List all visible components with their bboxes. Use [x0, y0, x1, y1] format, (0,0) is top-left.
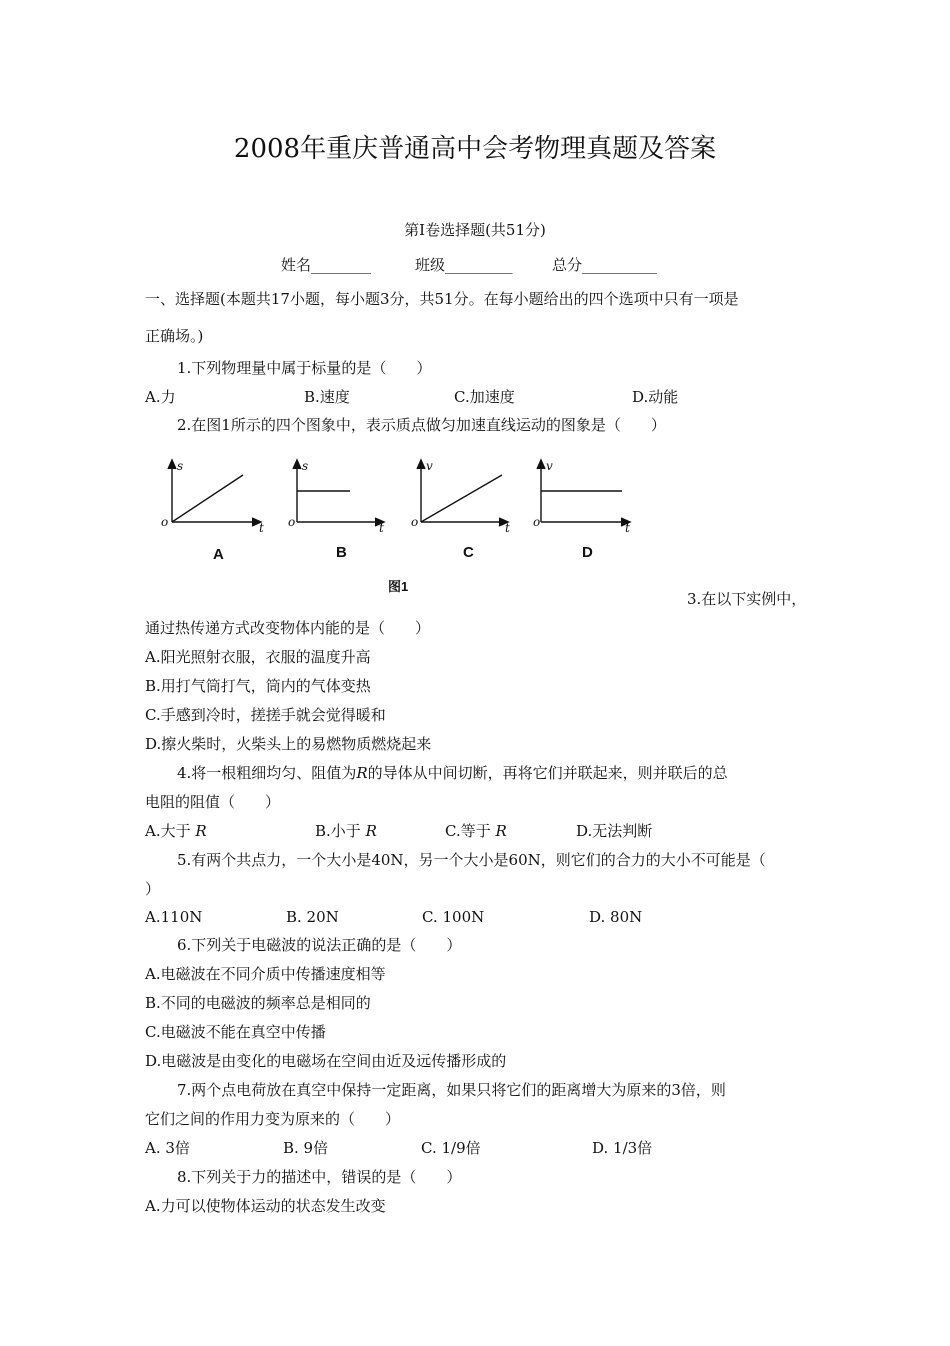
q5-stem: 5.有两个共点力，一个大小是40N，另一个大小是60N，则它们的合力的大小不可能是（	[177, 851, 766, 869]
graph-c-y-label: v	[426, 459, 433, 473]
q5-option-c: C. 100N	[422, 908, 485, 926]
graph-b-y-label: s	[302, 459, 309, 473]
q7-stem-line-2: 它们之间的作用力变为原来的（ ）	[145, 1110, 401, 1128]
q1-option-c: C.加速度	[454, 388, 515, 406]
graph-b-origin: o	[288, 515, 296, 529]
q8-stem: 8.下列关于力的描述中，错误的是（ ）	[177, 1168, 462, 1186]
graph-c-origin: o	[411, 515, 419, 529]
figure-1	[155, 452, 645, 597]
graph-c-x-label: t	[505, 521, 510, 535]
document-title: 2008年重庆普通高中会考物理真题及答案	[233, 134, 717, 164]
q4-option-d: D.无法判断	[576, 822, 653, 840]
graph-b-x-label: t	[379, 521, 384, 535]
name-field: 姓名________	[281, 256, 372, 274]
q5-option-a: A.110N	[145, 908, 203, 926]
section-title: 第Ⅰ卷选择题(共51分)	[404, 221, 546, 239]
q5-stem-line-2: ）	[145, 880, 161, 898]
graph-c-label: C	[463, 544, 474, 561]
q4-stem-r: R	[356, 764, 368, 782]
q3-stem-part-2: 通过热传递方式改变物体内能的是（ ）	[145, 619, 431, 637]
q4-stem-line-2: 电阻的阻值（ ）	[145, 793, 281, 811]
q3-option-d: D.擦火柴时，火柴头上的易燃物质燃烧起来	[145, 735, 432, 753]
q4-option-a: A.大于 R	[145, 822, 207, 840]
instructions-line-2: 正确场。)	[145, 327, 204, 345]
q6-stem: 6.下列关于电磁波的说法正确的是（ ）	[177, 936, 462, 954]
q3-stem-part-1: 3.在以下实例中，	[687, 590, 807, 608]
q3-option-a: A.阳光照射衣服，衣服的温度升高	[145, 648, 371, 666]
q4-option-c: C.等于 R	[445, 822, 507, 840]
q7-option-b: B. 9倍	[283, 1139, 329, 1157]
q6-option-b: B.不同的电磁波的频率总是相同的	[145, 994, 371, 1012]
q7-option-d: D. 1/3倍	[592, 1139, 653, 1157]
graph-d-y-label: v	[546, 459, 553, 473]
q3-option-b: B.用打气筒打气，筒内的气体变热	[145, 677, 371, 695]
class-field: 班级_________	[415, 256, 513, 274]
graph-b-label: B	[336, 544, 347, 561]
q1-option-b: B.速度	[304, 388, 350, 406]
graph-a-line	[172, 475, 243, 522]
figure-caption: 图1	[388, 579, 409, 594]
q6-option-c: C.电磁波不能在真空中传播	[145, 1023, 326, 1041]
q2-stem: 2.在图1所示的四个图象中，表示质点做匀加速直线运动的图象是（ ）	[177, 416, 666, 434]
q8-option-a: A.力可以使物体运动的状态发生改变	[145, 1197, 386, 1215]
q6-option-a: A.电磁波在不同介质中传播速度相等	[145, 965, 386, 983]
graph-d-label: D	[582, 544, 593, 561]
q4-stem-part-2: 的导体从中间切断，再将它们并联起来，则并联后的总	[367, 764, 728, 782]
q4-option-b: B.小于 R	[315, 822, 377, 840]
q4-stem	[177, 763, 728, 783]
q4-stem-part-1: 4.将一根粗细均匀、阻值为	[177, 764, 357, 782]
graph-a-origin: o	[161, 515, 169, 529]
q1-option-a: A.力	[145, 388, 176, 406]
q7-option-a: A. 3倍	[145, 1139, 190, 1157]
graph-c-line	[421, 475, 502, 522]
graph-a-y-label: s	[177, 459, 184, 473]
q3-option-c: C.手感到冷时，搓搓手就会觉得暖和	[145, 706, 386, 724]
q5-option-d: D. 80N	[589, 908, 643, 926]
graph-a-x-label: t	[259, 521, 264, 535]
q7-stem: 7.两个点电荷放在真空中保持一定距离，如果只将它们的距离增大为原来的3倍，则	[177, 1081, 726, 1099]
q5-option-b: B. 20N	[286, 908, 339, 926]
q1-stem: 1.下列物理量中属于标量的是（ ）	[177, 359, 432, 377]
q1-option-d: D.动能	[632, 388, 679, 406]
score-field: 总分__________	[552, 256, 658, 274]
graph-d-origin: o	[533, 515, 541, 529]
q7-option-c: C. 1/9倍	[421, 1139, 481, 1157]
instructions-line-1: 一、选择题(本题共17小题，每小题3分，共51分。在每小题给出的四个选项中只有一项是	[145, 290, 739, 308]
q6-option-d: D.电磁波是由变化的电磁场在空间由近及远传播形成的	[145, 1052, 507, 1070]
graph-a-label: A	[213, 546, 224, 563]
graph-d-x-label: t	[625, 521, 630, 535]
